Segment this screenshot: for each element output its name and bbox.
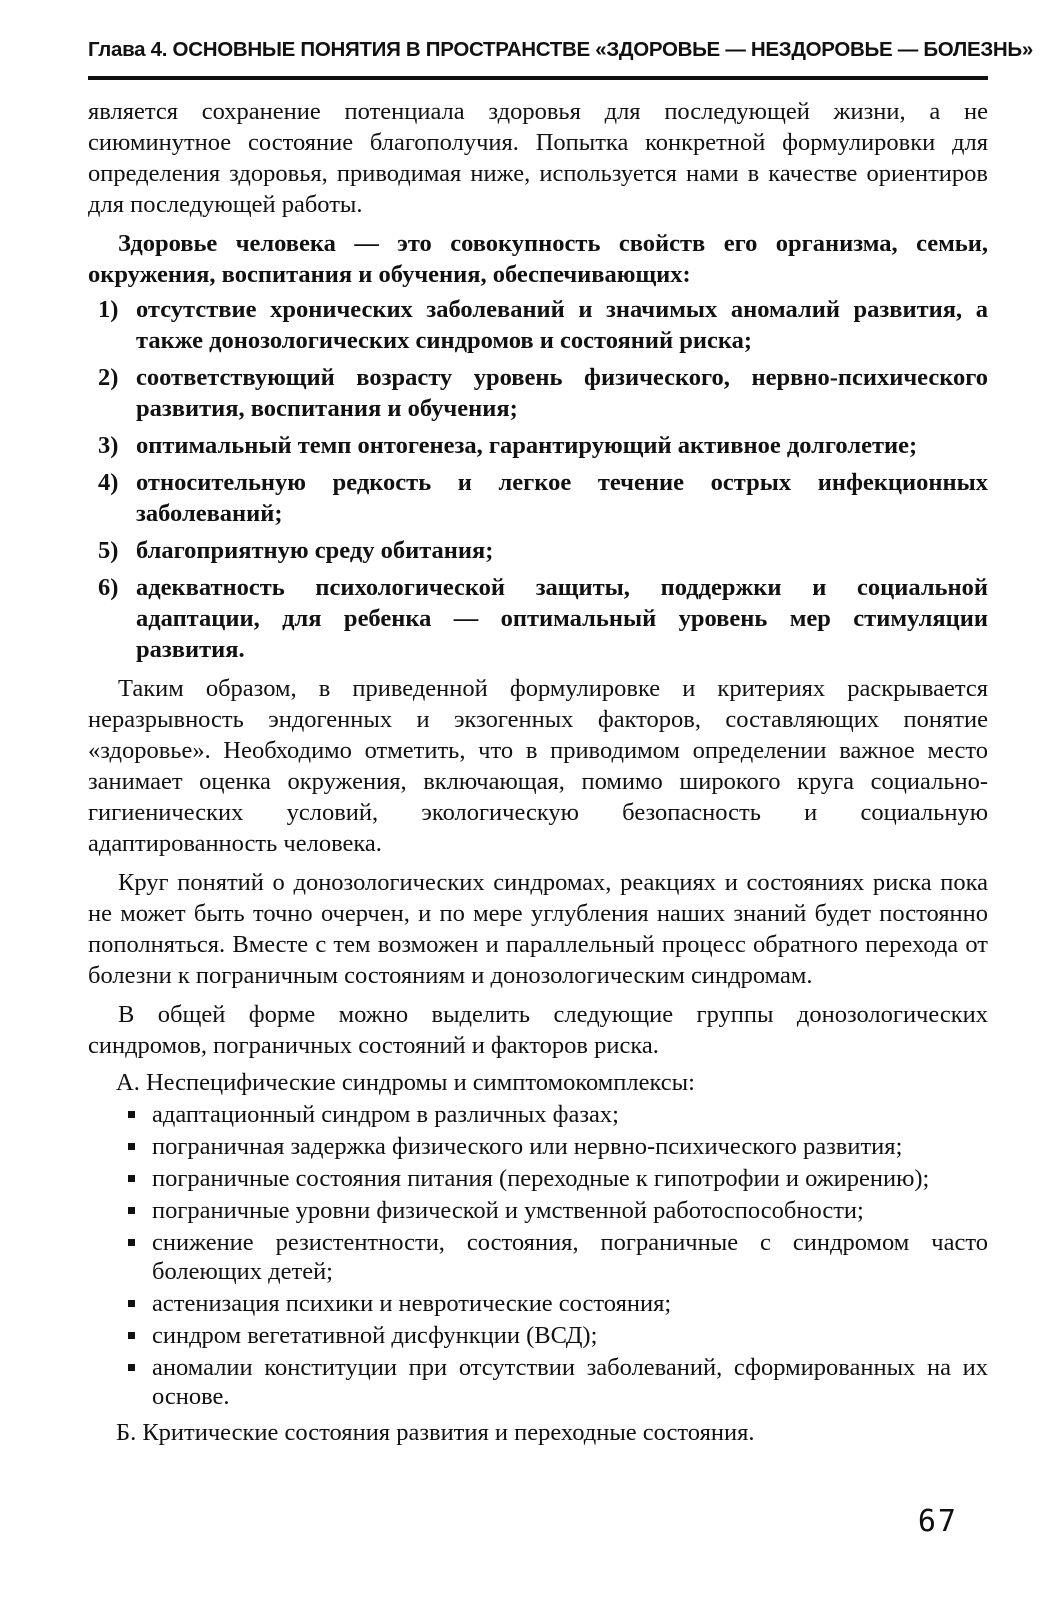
- list-item: синдром вегетативной дисфункции (ВСД);: [88, 1321, 988, 1350]
- criteria-item: 6) адекватность психологической защиты, поддержки и социальной адаптации, для ребенка — оптимальный уровень мер стимуляции развития.: [98, 574, 988, 663]
- criteria-item: 5) благоприятную среду обитания;: [98, 537, 494, 564]
- page-number: 67: [917, 1504, 958, 1539]
- criteria-list: [88, 294, 988, 665]
- section-b-heading: Б. Критические состояния развития и переходные состояния.: [116, 1419, 755, 1446]
- criteria-item: 1) отсутствие хронических заболеваний и значимых аномалий развития, а также донозологических синдромов и состояний риска;: [98, 296, 988, 354]
- paragraph: Таким образом, в приведенной формулировке и критериях раскрывается неразрывность эндогенных и экзогенных факторов, составляющих понятие «здоровье». Необходимо отметить, что в приводимом определении важное место занимает оценка окружения, включающая, помимо широкого круга социально-гигиенических условий, экологическую безопасность и социальную адаптированность человека.: [88, 675, 988, 857]
- bullet-marker: [128, 1239, 135, 1246]
- criteria-item: 3) оптимальный темп онтогенеза, гарантирующий активное долголетие;: [98, 432, 918, 459]
- paragraph: является сохранение потенциала здоровья для последующей жизни, а не сиюминутное состояние благополучия. Попытка конкретной формулировки для определения здоровья, приводимая ниже, используется нами в качестве ориентиров для последующей работы.: [88, 98, 988, 218]
- bullet-marker: [128, 1207, 135, 1214]
- section-a-heading: А. Неспецифические синдромы и симптомокомплексы:: [116, 1069, 695, 1096]
- list-item: пограничные состояния питания (переходные к гипотрофии и ожирению);: [88, 1164, 988, 1193]
- list-item: снижение резистентности, состояния, пограничные с синдромом часто болеющих детей;: [88, 1228, 988, 1286]
- list-item: пограничные уровни физической и умственной работоспособности;: [88, 1196, 988, 1225]
- bullet-marker: [128, 1175, 135, 1182]
- syndrome-list: [88, 1100, 988, 1411]
- bullet-marker: [128, 1364, 135, 1371]
- header-rule: [88, 76, 988, 80]
- list-item: пограничная задержка физического или нервно-психического развития;: [88, 1132, 988, 1161]
- list-item: адаптационный синдром в различных фазах;: [88, 1100, 988, 1129]
- running-header: Глава 4. ОСНОВНЫЕ ПОНЯТИЯ В ПРОСТРАНСТВЕ «ЗДОРОВЬЕ — НЕЗДОРОВЬЕ — БОЛЕЗНЬ»: [88, 38, 1033, 61]
- page-body: [88, 96, 988, 1448]
- bullet-marker: [128, 1300, 135, 1307]
- bullet-marker: [128, 1332, 135, 1339]
- criteria-item: 2) соответствующий возрасту уровень физического, нервно-психического развития, воспитания и обучения;: [98, 364, 988, 422]
- bullet-marker: [128, 1111, 135, 1118]
- paragraph: Круг понятий о донозологических синдромах, реакциях и состояниях риска пока не может быть точно очерчен, и по мере углубления наших знаний будет постоянно пополняться. Вместе с тем возможен и параллельный процесс обратного перехода от болезни к пограничным состояниям и донозологическим синдромам.: [88, 869, 988, 989]
- bullet-marker: [128, 1143, 135, 1150]
- definition-paragraph: Здоровье человека — это совокупность свойств его организма, семьи, окружения, воспитания и обучения, обеспечивающих:: [88, 230, 988, 288]
- criteria-item: 4) относительную редкость и легкое течение острых инфекционных заболеваний;: [98, 469, 988, 527]
- list-item: астенизация психики и невротические состояния;: [88, 1289, 988, 1318]
- list-item: аномалии конституции при отсутствии заболеваний, сформированных на их основе.: [88, 1353, 988, 1411]
- paragraph: В общей форме можно выделить следующие группы донозологических синдромов, пограничных состояний и факторов риска.: [88, 1001, 988, 1059]
